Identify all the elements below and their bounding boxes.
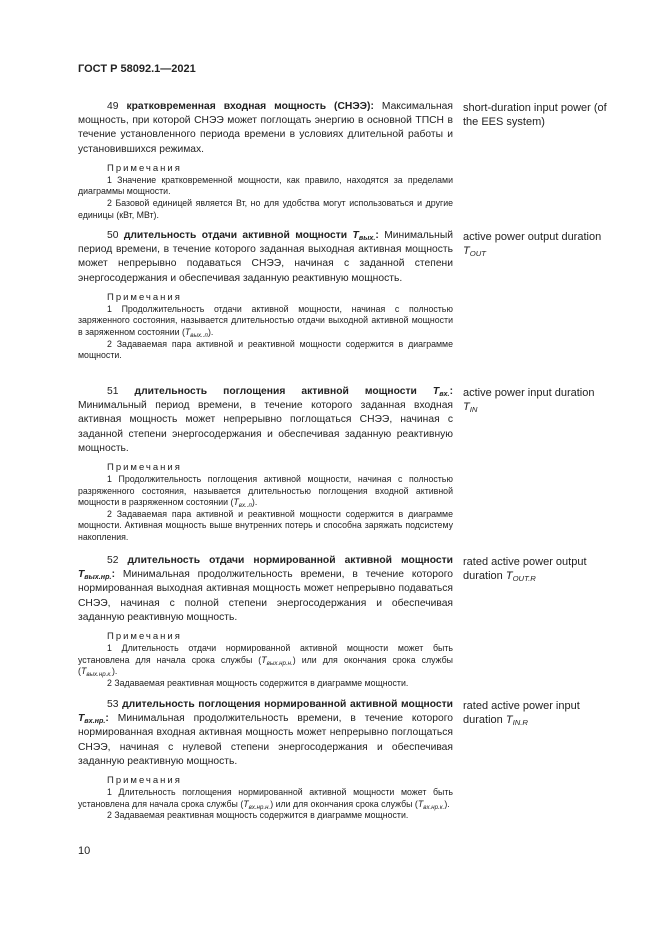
term-name: длительность поглощения активной мощности [134,386,417,397]
english-term: active power input duration [463,387,595,399]
term-definition-text: Минимальный период времени, в течение которого заданная выходная активная мощность может непрерывно подаваться СНЭЭ, начиная с заданной степени энергосодержания и обеспечивая заданную реактивную мощность. [78,230,453,284]
term-definition-text: Минимальный период времени, в течение которого заданная входная активная мощность может непрерывно поглощаться СНЭЭ, начиная с заданной степени энергосодержания и обеспечивая заданную реактивную мощность. [78,400,453,454]
note-text: 2 Базовой единицей является Вт, но для удобства могут использоваться и другие единицы (кВт, МВт). [78,198,453,220]
notes-heading: Примечания [107,775,182,787]
symbol-sub: вх.нр.н. [248,803,271,811]
note-text: 1 Длительность поглощения нормированной активной мощности может быть установлена для начала срока службы ( [78,787,453,809]
term-definition-text: Максимальная мощность, при которой СНЭЭ может поглощать энергию в основной ТПСН в течение установленного периода времени в условиях длительной работы и установившихся режимах. [78,101,453,155]
symbol-base: T [243,798,249,809]
term-number: 52 [107,555,119,566]
term-53 [78,698,453,822]
note-symbol-2 [80,666,112,679]
english-term: rated active power input duration [463,700,580,726]
symbol-base: T [505,714,513,726]
term-symbol [353,230,376,241]
note-2 [78,198,453,221]
term-51 [78,385,453,544]
term-definition [78,100,453,157]
english-term: rated active power output duration [463,556,587,582]
symbol-base: T [78,569,85,581]
term-number: 53 [107,699,119,710]
notes-heading: Примечания [107,631,182,643]
english-symbol [506,714,528,726]
symbol-sub: вх. [439,389,450,398]
term-definition: 53 длительность поглощения нормированной активной мощности $T_{вх.нр.}$: Минимальная продолжительность времени, в течение которого нормированная входная активная мощность может непрерывно поглощаться СНЭЭ, начиная с нулевой степени энергосодержания и обеспечивая заданную реактивную мощность. [78,699,453,767]
term-symbol [78,713,105,724]
english-term: active power output duration [463,231,602,243]
term-name: длительность поглощения нормированной активной мощности [122,699,453,710]
term-name: длительность отдачи активной мощности [123,230,348,241]
symbol-sub: OUT [469,249,486,258]
symbol-sub: вх..п [238,502,252,510]
term-number: 50 [107,230,119,241]
symbol-base: T [432,386,440,397]
symbol-base: T [463,401,470,413]
symbol-base: T [233,497,239,508]
note-1 [78,474,453,509]
note-1 [78,643,453,678]
symbol-base: T [463,245,470,257]
term-definition: 52 длительность отдачи нормированной активной мощности $T_{вых.нр.}$: Минимальная продолжительность времени, в течение которого нормированная выходная активная мощность может непрерывно подаваться СНЭЭ, начиная с полной степени энергосодержания и обеспечивая заданную реактивную мощность. [78,555,453,623]
english-symbol [463,401,477,413]
note-2 [78,509,453,544]
term-definition: 51 длительность поглощения активной мощности $T_{вх.}$: Минимальный период времени, в течение которого заданная входная активная мощность может непрерывно поглощаться СНЭЭ, начиная с заданной степени энергосодержания и обеспечивая заданную реактивную мощность. [78,386,453,454]
note-symbol-2 [418,799,445,809]
symbol-sub: IN.R [512,718,528,727]
term-definition-text: Минимальная продолжительность времени, в течение которого нормированная выходная активная мощность может непрерывно подаваться СНЭЭ, начиная с полной степени энергосодержания и обеспечивая заданную реактивную мощность. [78,569,453,623]
term-52 [78,554,453,689]
note-1 [78,175,453,198]
page-number: 10 [78,845,91,857]
note-text-mid: ) или для окончания срока службы ( [78,654,454,677]
term-50-english [463,230,613,258]
note-text-mid: ) или для окончания срока службы ( [270,798,418,809]
note-text: 1 Длительность отдачи нормированной активной мощности может быть установлена для начала срока службы ( [78,643,453,665]
term-number: 49 [107,101,119,112]
note-2 [78,678,453,690]
note-text-end: ). [111,666,118,677]
note-text: 1 Продолжительность отдачи активной мощности, начиная с полностью заряженного состояния, называется длительностью отдачи выходной активной мощности в заряженном состоянии ( [78,303,453,337]
symbol-sub: вых.нр. [84,572,112,582]
note-text: 2 Задаваемая пара активной и реактивной мощности содержится в диаграмме мощности. Активная мощность выше внутренних потерь и способна заряжать подсистему накопления. [78,508,453,542]
note-text: 1 Значение кратковременной мощности, как правило, находятся за пределами диаграммы мощности. [78,174,453,197]
note-1 [78,787,453,810]
symbol-base: T [352,230,359,241]
term-definition: 50 длительность отдачи активной мощности $T_{вых.}$: Минимальный период времени, в течение которого заданная выходная активная мощность может непрерывно подаваться СНЭЭ, начиная с заданной степени энергосодержания и обеспечивая заданную реактивную мощность. [78,230,453,284]
symbol-sub: OUT.R [512,574,536,583]
note-symbol [233,497,252,510]
notes-heading: Примечания [107,291,182,303]
symbol-sub: вх.нр. [84,716,106,726]
term-name: кратковременная входная мощность (СНЭЭ): [126,101,374,112]
note-text: 2 Задаваемая реактивная мощность содержится в диаграмме мощности. [107,810,409,821]
symbol-sub: вых..п [190,332,208,339]
symbol-base: T [417,798,424,809]
term-symbol [433,386,450,397]
note-symbol [261,655,293,665]
english-term: short-duration input power (of the EES system) [463,102,607,128]
symbol-sub: вых.нр.н. [266,659,293,667]
term-50 [78,229,453,362]
note-2 [78,810,453,822]
note-symbol [243,799,270,809]
symbol-base: T [505,570,513,582]
english-symbol [463,245,486,257]
notes-heading: Примечания [107,462,182,474]
term-symbol [78,569,112,580]
term-name: длительность отдачи нормированной активной мощности [127,555,453,566]
symbol-sub: IN [469,405,478,414]
note-text: 2 Задаваемая реактивная мощность содержится в диаграмме мощности. [107,677,409,688]
note-text-end: ). [444,798,450,809]
term-number: 51 [107,386,119,397]
symbol-base: T [80,666,87,677]
term-53-english [463,699,613,727]
note-text-end: ). [251,497,258,508]
note-text: 2 Задаваемая пара активной и реактивной мощности содержится в диаграмме мощности. [78,338,453,361]
term-definition-text: Минимальная продолжительность времени, в течение которого нормированная входная активная мощность может непрерывно поглощаться СНЭЭ, начиная с нулевой степени энергосодержания и обеспечивая заданную реактивную мощность. [78,713,453,767]
symbol-sub: вых. [358,233,376,242]
symbol-base: T [261,654,267,665]
term-51-english [463,386,613,414]
term-52-english [463,555,613,583]
symbol-base: T [184,327,191,337]
notes-heading: Примечания [107,162,182,174]
symbol-base: T [78,713,85,725]
note-text-end: ). [207,327,214,337]
note-symbol [185,327,208,337]
note-2 [78,339,453,362]
term-49-english [463,101,613,129]
symbol-sub: вых.нр.к. [86,671,112,679]
note-text: 1 Продолжительность поглощения активной мощности, начиная с полностью разряженного состояния, называется длительностью поглощения входной активной мощности в разряженном состоянии ( [78,474,453,508]
english-symbol [506,570,536,582]
symbol-sub: вх.нр.к. [423,803,445,811]
term-49 [78,100,453,221]
document-header: ГОСТ Р 58092.1—2021 [78,63,196,75]
note-1 [78,304,453,339]
